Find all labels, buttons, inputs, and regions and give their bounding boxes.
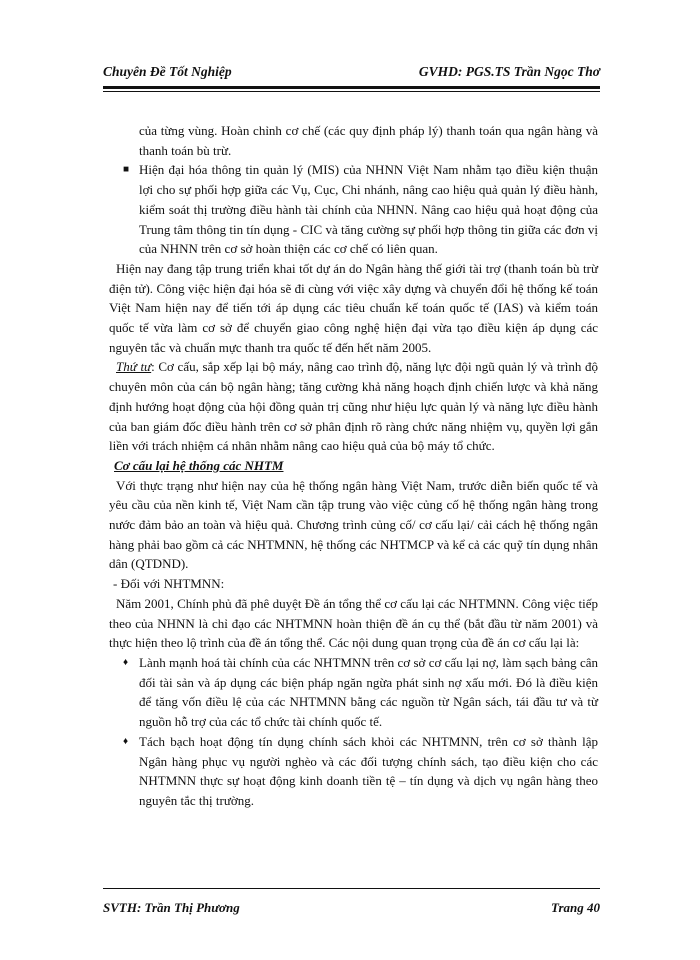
list-item [109,732,598,811]
paragraph: Hiện nay đang tập trung triển khai tốt dự án do Ngân hàng thế giới tài trợ (thanh toán bù trừ điện tử). Công việc hiện đại hóa sẽ đi cùng với việc xây dựng và chuyển đổi hệ thống kế toán Việt Nam hiện nay để tiến tới áp dụng các tiêu chuẩn kế toán quốc tế (IAS) và kiểm toán quốc tế vừa làm cơ sở để chuyển giao công nghệ hiện đại vừa tạo điều kiện áp dụng các nguyên tắc và chuẩn mực thanh tra quốc tế đến hết năm 2005. [109,260,598,355]
paragraph-fourth [109,357,598,456]
dash-line: - Đối với NHTMNN: [113,576,225,592]
header-rule-thin [103,91,600,92]
footer-author: SVTH: Trần Thị Phương [103,900,240,915]
header-advisor: GVHD: PGS.TS Trần Ngọc Thơ [418,64,600,79]
bullet-text: Hiện đại hóa thông tin quản lý (MIS) của NHNN Việt Nam nhằm tạo điều kiện thuận lợi cho sự phối hợp giữa các Vụ, Cục, Chi nhánh, nâng cao hiệu quả quản lý điều hành, kiểm soát thị trường điều hành tài chính của NHNN. Nâng cao hiệu quả hoạt động của Trung tâm thông tin tín dụng - CIC và tăng cường sự phối hợp thông tin giữa các đơn vị của NHNN trên cơ sở hoàn thiện các cơ chế có liên quan. [139,162,598,257]
header-title: Chuyên Đề Tốt Nghiệp [103,64,232,79]
paragraph: Với thực trạng như hiện nay của hệ thống ngân hàng Việt Nam, trước diễn biến quốc tế và yêu cầu của nền kinh tế, Việt Nam cần tập trung vào việc củng cố hệ thống ngân hàng trong nước đảm bảo an toàn và hiệu quả. Chương trình củng cố/ cơ cấu lại/ cải cách hệ thống ngân hàng phải bao gồm cả các NHTMNN, hệ thống các NHTMCP và kể cả các quỹ tín dụng nhân dân (QTDND). [109,477,598,572]
page-number: Trang 40 [551,900,600,915]
paragraph-text: : Cơ cấu, sắp xếp lại bộ máy, nâng cao trình độ, năng lực đội ngũ quản lý và trình độ chuyên môn của cán bộ ngân hàng; tăng cường khả năng hoạch định chiến lược và khả năng định hướng hoạt động của hội đồng quản trị cũng như hiệu lực quản lý và năng lực điều hành của ban giám đốc điều hành trên cơ sở phân định rõ ràng chức năng nhiệm vụ, quyền lợi gắn liền với trách nhiệm cá nhân nhằm nâng cao hiệu quả của bộ máy tổ chức. [109,359,598,454]
footer-rule [103,888,600,889]
paragraph: Năm 2001, Chính phủ đã phê duyệt Đề án tổng thể cơ cấu lại các NHTMNN. Công việc tiếp theo của NHNN là chỉ đạo các NHTMNN hoàn thiện đề án cụ thể (bắt đầu từ năm 2001) và thực hiện theo lộ trình của đề án tổng thể. Các nội dung quan trọng của đề án cơ cấu lại là: [109,595,598,651]
section-heading: Cơ cấu lại hệ thống các NHTM [114,457,284,473]
list-item [109,160,598,259]
diamond-bullet-icon: ♦ [123,735,129,747]
bullet-text: Tách bạch hoạt động tín dụng chính sách khỏi các NHTMNN, trên cơ sở thành lập Ngân hàng phục vụ người nghèo và các đối tượng chính sách, tạo điều kiện cho các NHTMNN thực sự hoạt động kinh doanh tiền tệ – tín dụng và dịch vụ ngân hàng theo nguyên tắc thị trường. [139,733,598,808]
paragraph-label: Thứ tư [116,359,152,375]
bullet-text: Lành mạnh hoá tài chính của các NHTMNN trên cơ sở cơ cấu lại nợ, làm sạch bảng cân đối tài sản và áp dụng các biện pháp ngăn ngừa phát sinh nợ xấu mới. Đó là điều kiện để tăng vốn điều lệ của các NHTMNN bằng các nguồn từ Ngân sách, tái đầu tư và từ nguồn hỗ trợ của các tổ chức tài chính quốc tế. [139,654,598,730]
page-body [109,121,598,811]
square-bullet-icon: ■ [123,164,130,176]
continuation-paragraph: của từng vùng. Hoàn chỉnh cơ chế (các quy định pháp lý) thanh toán qua ngân hàng và thanh toán bù trừ. [139,123,598,158]
list-item [109,653,598,732]
header-rule [103,86,600,89]
diamond-bullet-icon: ♦ [123,656,129,668]
